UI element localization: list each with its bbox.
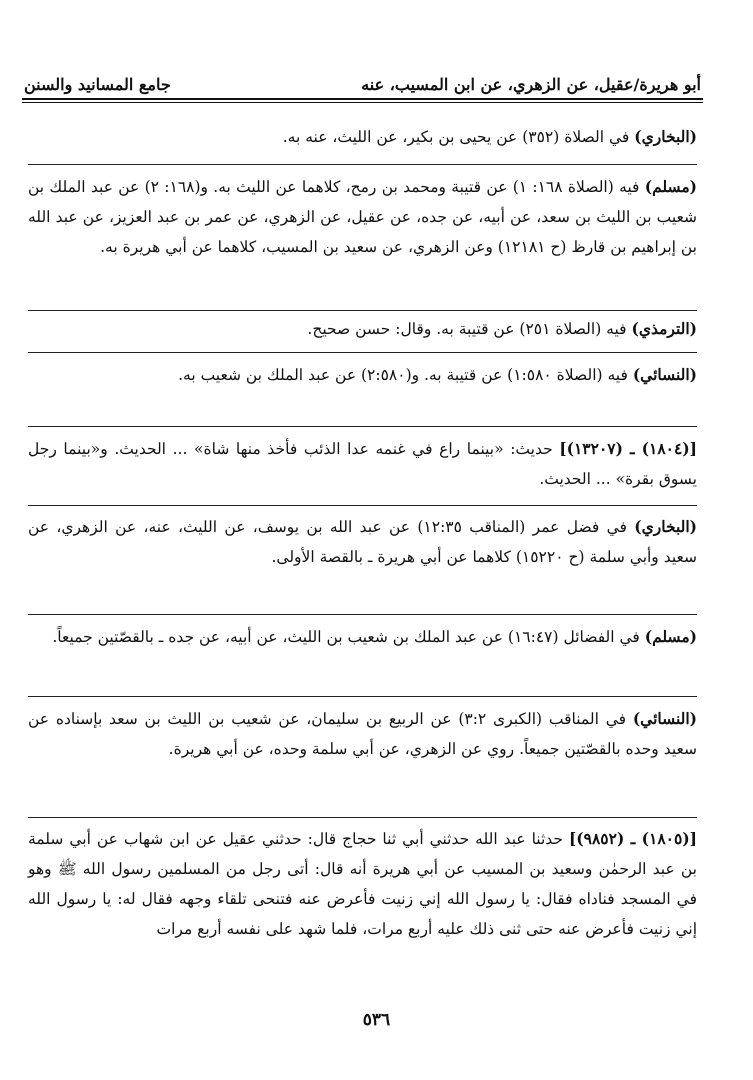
header-rule-thin bbox=[22, 102, 703, 103]
paragraph-4: (النسائي) فيه (الصلاة ١:٥٨٠) عن قتيبة به. و(٢:٥٨٠) عن عبد الملك بن شعيب به. bbox=[178, 365, 697, 384]
header-book-title: جامع المسانيد والسنن bbox=[24, 75, 171, 94]
running-header bbox=[24, 60, 701, 94]
divider bbox=[28, 164, 697, 165]
paragraph-8: (النسائي) في المناقب (الكبرى ٣:٢) عن الربيع بن سليمان، عن شعيب بن الليث بن سعد بإسناده عن سعيد وحده بالقصّتين جميعاً. روي عن الزهري، عن أبي سلمة وحده، عن أبي هريرة. bbox=[28, 709, 697, 758]
page-number: ٥٣٦ bbox=[362, 1010, 391, 1030]
divider bbox=[28, 505, 697, 506]
divider bbox=[28, 310, 697, 311]
paragraph-7: (مسلم) في الفضائل (١٦:٤٧) عن عبد الملك بن شعيب بن الليث، عن أبيه، عن جده ـ بالقصّتين جميعاً. bbox=[52, 627, 697, 646]
divider bbox=[28, 614, 697, 615]
paragraph-5: [(١٨٠٤) ـ (١٣٢٠٧)] حديث: «بينما راع في غنمه عدا الذئب فأخذ منها شاة» ... الحديث. و«بينما رجل يسوق بقرة» ... الحديث. bbox=[28, 439, 697, 488]
paragraph-3: (الترمذي) فيه (الصلاة ٢٥١) عن قتيبة به. وقال: حسن صحيح. bbox=[307, 319, 697, 338]
paragraph-2: (مسلم) فيه (الصلاة ١٦٨: ١) عن قتيبة ومحمد بن رمح، كلاهما عن الليث به. و(١٦٨: ٢) عن عبد الملك بن شعيب بن الليث بن سعد، عن أبيه، عن جده، عن عقيل، عن الزهري، عن عمر بن عبد العزيز، عن عبد الله بن إبراهيم بن قارظ (ح ١٢١٨١) وعن الزهري، عن سعيد بن المسيب، كلاهما عن أبي هريرة به. bbox=[28, 177, 698, 256]
divider bbox=[28, 352, 697, 353]
divider bbox=[28, 426, 697, 427]
header-chapter: أبو هريرة/عقيل، عن الزهري، عن ابن المسيب، عنه bbox=[361, 75, 701, 94]
divider bbox=[28, 696, 697, 697]
paragraph-6: (البخاري) في فضل عمر (المناقب ١٢:٣٥) عن عبد الله بن يوسف، عن الليث، عنه، عن الزهري، عن سعيد وأبي سلمة (ح ١٥٢٢٠) كلاهما عن أبي هريرة ـ بالقصة الأولى. bbox=[28, 517, 697, 566]
paragraph-1: (البخاري) في الصلاة (٣٥٢) عن يحيى بن بكير، عن الليث، عنه به. bbox=[282, 127, 697, 146]
paragraph-9: [(١٨٠٥) ـ (٩٨٥٢)] حدثنا عبد الله حدثني أبي ثنا حجاج قال: حدثني عقيل عن ابن شهاب عن أبي سلمة بن عبد الرحمٰن وسعيد بن المسيب عن أبي هريرة أنه قال: أتى رجل من المسلمين رسول الله ﷺ وهو في المسجد فناداه فقال: يا رسول الله إني زنيت فأعرض عنه فتنحى تلقاء وجهه فقال له: يا رسول الله إني زنيت فأعرض عنه حتى ثنى ذلك عليه أربع مرات، فلما شهد على نفسه أربع مرات bbox=[28, 829, 697, 938]
divider bbox=[28, 817, 697, 818]
header-rule bbox=[22, 98, 703, 100]
